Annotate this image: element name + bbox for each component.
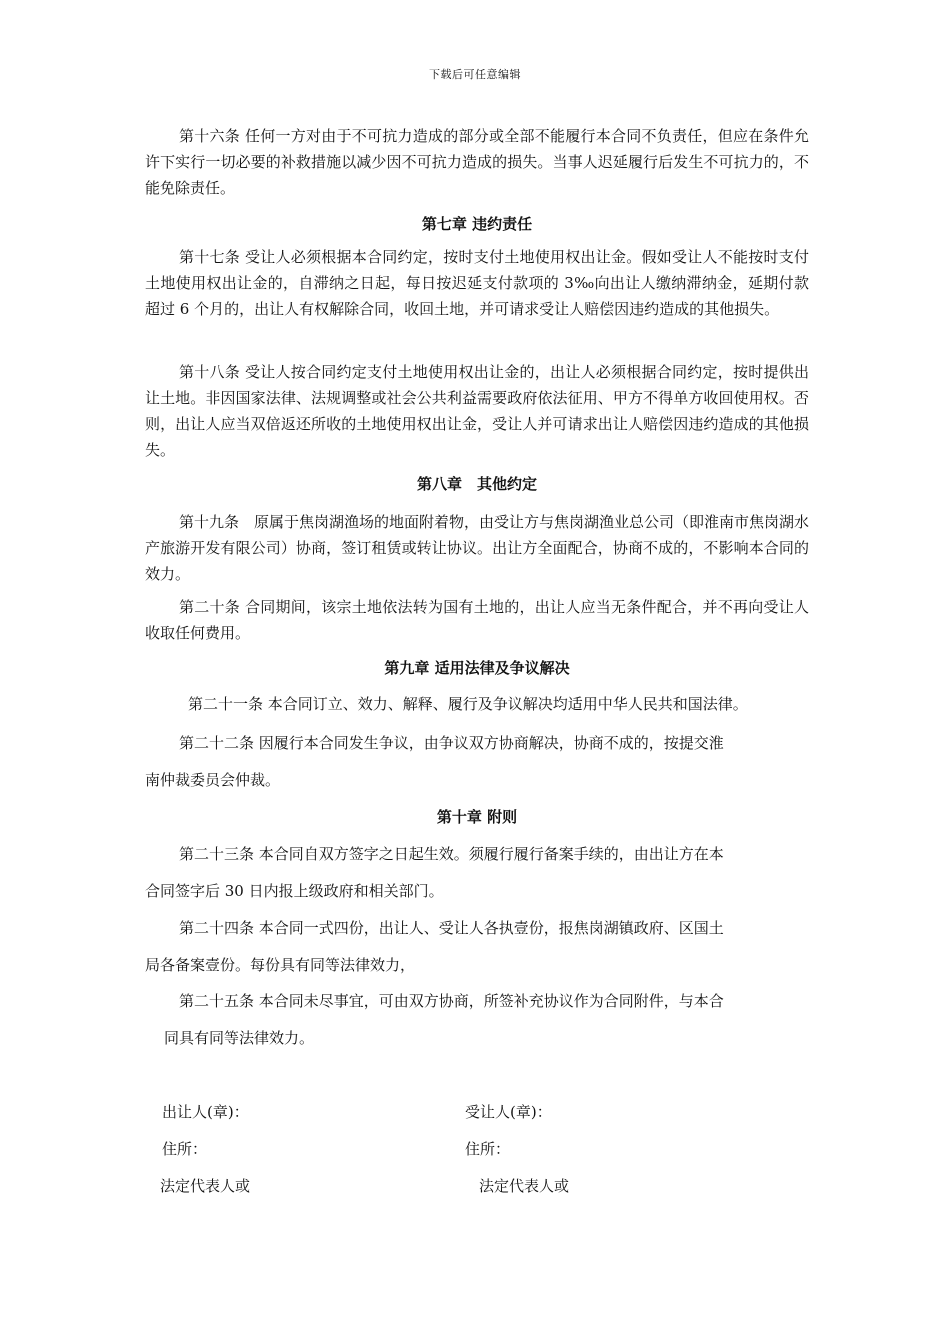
article-20: 第二十条 合同期间，该宗土地依法转为国有土地的，出让人应当无条件配合，并不再向受让人收取任何费用。 xyxy=(145,598,809,642)
article-23-line-2: 合同签字后 30 日内报上级政府和相关部门。 xyxy=(145,882,444,900)
article-25-line-2: 同具有同等法律效力。 xyxy=(164,1029,315,1047)
chapter-7-heading: 第七章 违约责任 xyxy=(421,215,533,233)
chapter-10-heading: 第十章 附则 xyxy=(436,808,518,826)
transferor-seal-label: 出让人(章)： xyxy=(162,1103,249,1121)
article-18: 第十八条 受让人按合同约定支付土地使用权出让金的，出让人必须根据合同约定，按时提供出让土地。非因国家法律、法规调整或社会公共利益需要政府依法征用、甲方不得单方收回使用权。否则，出让人应当双倍返还所收的土地使用权出让金，受让人并可请求出让人赔偿因违约造成的其他损失。 xyxy=(145,363,809,459)
article-23-line-1: 第二十三条 本合同自双方签字之日起生效。须履行履行备案手续的，由出让方在本 xyxy=(179,845,724,863)
article-16: 第十六条 任何一方对由于不可抗力造成的部分或全部不能履行本合同不负责任，但应在条件允许下实行一切必要的补救措施以减少因不可抗力造成的损失。当事人迟延履行后发生不可抗力的，不能免除责任。 xyxy=(145,127,809,197)
page-header: 下载后可任意编辑 xyxy=(429,68,521,81)
article-24-line-2: 局各备案壹份。每份具有同等法律效力， xyxy=(145,956,416,974)
article-19: 第十九条 原属于焦岗湖渔场的地面附着物，由受让方与焦岗湖渔业总公司（即淮南市焦岗湖水产旅游开发有限公司）协商，签订租赁或转让协议。出让方全面配合，协商不成的，不影响本合同的效力。 xyxy=(145,513,810,583)
article-22-line-2: 南仲裁委员会仲裁。 xyxy=(145,771,281,789)
transferee-address-label: 住所： xyxy=(465,1140,511,1158)
transferor-address-label: 住所： xyxy=(162,1140,208,1158)
article-25-line-1: 第二十五条 本合同未尽事宜，可由双方协商，所签补充协议作为合同附件，与本合 xyxy=(179,992,724,1010)
transferee-rep-label: 法定代表人或 xyxy=(479,1177,570,1195)
chapter-9-heading: 第九章 适用法律及争议解决 xyxy=(384,659,570,677)
article-21: 第二十一条 本合同订立、效力、解释、履行及争议解决均适用中华人民共和国法律。 xyxy=(188,695,748,713)
article-22-line-1: 第二十二条 因履行本合同发生争议，由争议双方协商解决，协商不成的，按提交淮 xyxy=(179,734,724,752)
transferee-seal-label: 受让人(章)： xyxy=(465,1103,552,1121)
article-24-line-1: 第二十四条 本合同一式四份，出让人、受让人各执壹份，报焦岗湖镇政府、区国土 xyxy=(179,919,724,937)
article-17: 第十七条 受让人必须根据本合同约定，按时支付土地使用权出让金。假如受让人不能按时支付土地使用权出让金的，自滞纳之日起，每日按迟延支付款项的 3‰向出让人缴纳滞纳金，延期付款超过 6 个月的，出让人有权解除合同，收回土地，并可请求受让人赔偿因违约造成的其他损失。 xyxy=(145,248,809,318)
chapter-8-heading: 第八章 其他约定 xyxy=(416,475,537,493)
transferor-rep-label: 法定代表人或 xyxy=(160,1177,251,1195)
